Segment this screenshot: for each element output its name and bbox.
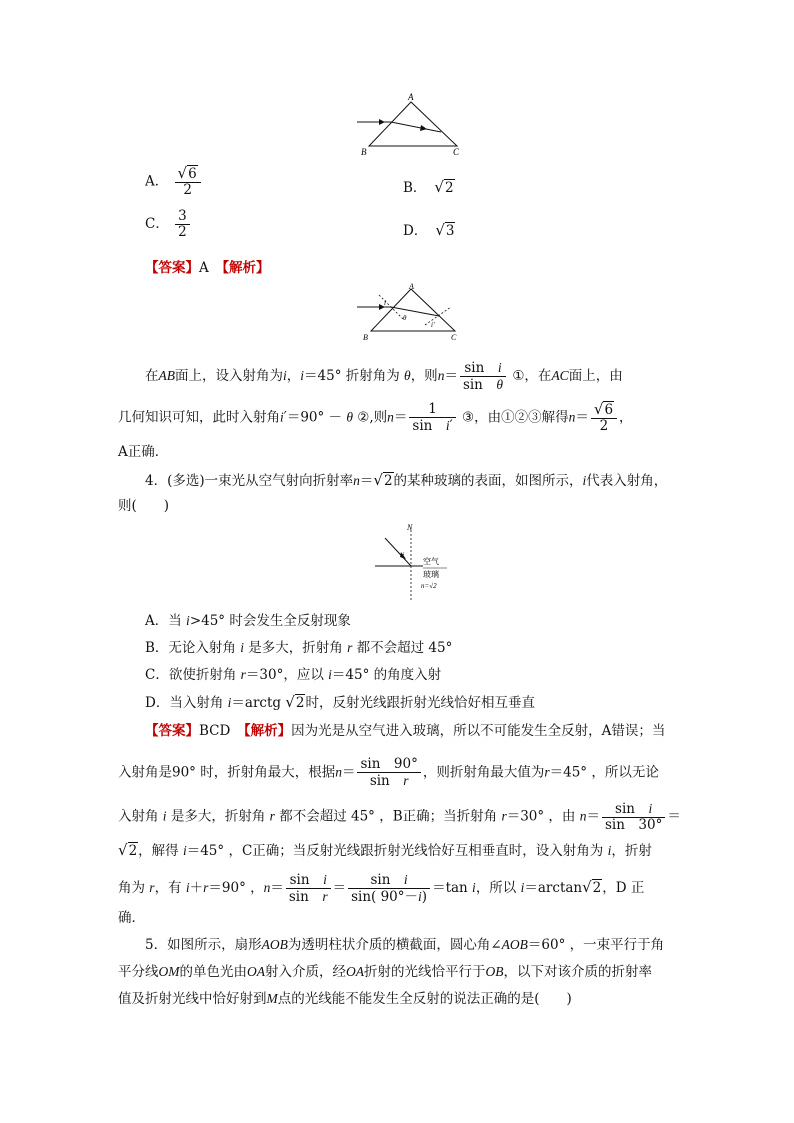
option-c: C． $\frac{3}{2}$: [145, 209, 192, 240]
fig3-n-label: N: [407, 523, 413, 532]
incident-beam: [385, 538, 411, 566]
fig2-a-label: A: [409, 283, 414, 291]
fig3-glass-label: 玻璃: [423, 570, 439, 579]
vertex-a-label: A: [408, 92, 414, 102]
q4-answer-line-6: 确．: [118, 910, 145, 926]
q3-answer-line: 【答案】A 【解析】: [145, 260, 270, 276]
fig3-i-label: i: [402, 551, 405, 560]
prism-figure-2: [357, 283, 467, 341]
fig2-theta-label: θ: [403, 314, 407, 322]
fig2-i-label: i: [384, 299, 386, 307]
q3-explain-line-1: 在AB面上，设入射角为i，i＝45° 折射角为 θ，则n＝ $\frac{\text{sin i}}{\text{sin θ}}$ ①，在AC面上，由: [145, 360, 623, 393]
q4-answer-line-2: 入射角是90° 时，折射角最大，根据n＝ $\frac{\sin 90^\circ}{\text{sin r}}$ ，则折射角最大值为r＝45° ，所以无论: [118, 756, 659, 789]
ray-arrow-2: [420, 125, 427, 131]
q4-option-d: D．当入射角 i＝arctg √2时，反射光线跟折射光线恰好相互垂直: [145, 693, 535, 711]
ray-arrow-1: [379, 119, 385, 125]
q3-explain-line-3: A正确．: [118, 444, 169, 460]
q5-stem-line-2: 平分线OM的单色光由OA射入介质，经OA折射的光线恰平行于OB，以下对该介质的折射率: [118, 964, 652, 980]
vertex-b-label: B: [361, 147, 367, 157]
option-d: D． √3: [403, 221, 455, 239]
option-a: A． $\frac{√6}{2}$: [145, 166, 203, 198]
q4-option-a: A．当 i>45° 时会发生全反射现象: [145, 613, 351, 629]
q5-stem-line-3: 值及折射光线中恰好射到M点的光线能不能发生全反射的说法正确的是( ): [118, 991, 572, 1007]
q4-option-b: B．无论入射角 i 是多大，折射角 r 都不会超过 45°: [145, 640, 453, 656]
fig2-iprime-label: i': [431, 321, 435, 329]
fig2-b-label: B: [363, 333, 368, 341]
q4-answer-line-1: 【答案】BCD 【解析】因为光是从空气进入玻璃，所以不可能发生全反射，A错误；当: [145, 723, 666, 739]
q4-answer-line-3: 入射角 i 是多大，折射角 r 都不会超过 45° ，B正确；当折射角 r＝30° ，由 n＝ $\frac{\text{sin i}}{\sin 30^\circ}$ ＝: [118, 801, 681, 833]
q4-stem-line-1: 4．(多选)一束光从空气射向折射率n＝√2的某种玻璃的表面，如图所示，i代表入射角，: [145, 471, 668, 489]
fig2-c-label: C: [451, 333, 457, 341]
q3-explain-line-2: 几何知识可知，此时入射角i′＝90° － θ ②,则n＝ $\frac{1}{\text{sin i′}}$ ③，由①②③解得n＝ $\frac{√6}{2}$ ，: [118, 400, 633, 434]
prism-figure-1: [355, 92, 475, 160]
fig3-air-label: 空气: [423, 557, 439, 566]
q4-stem-line-2: 则( ): [118, 498, 170, 514]
interface-figure: [373, 522, 453, 602]
q4-answer-line-4: √2，解得 i＝45° ，C正确；当反射光线跟折射光线恰好互相垂直时，设入射角为 i，折射: [118, 841, 652, 859]
q4-option-c: C．欲使折射角 r＝30°，应以 i＝45° 的角度入射: [145, 667, 442, 683]
q4-answer-line-5: 角为 r，有 i＋r＝90° ，n＝ $\frac{\text{sin i}}{\text{sin r}}$ ＝ $\frac{\text{sin i}}{\sin( 90^\circ-i)}$ ＝tan i，所以 i＝arctan√2，D 正: [118, 872, 645, 905]
fig3-n-value: n=√2: [421, 582, 437, 590]
prism-triangle: [369, 102, 457, 146]
vertex-c-label: C: [453, 147, 460, 157]
q5-stem-line-1: 5．如图所示，扇形AOB为透明柱状介质的横截面，圆心角∠AOB＝60° ，一束平行于角: [145, 937, 665, 953]
option-b: B． √2: [403, 178, 454, 196]
